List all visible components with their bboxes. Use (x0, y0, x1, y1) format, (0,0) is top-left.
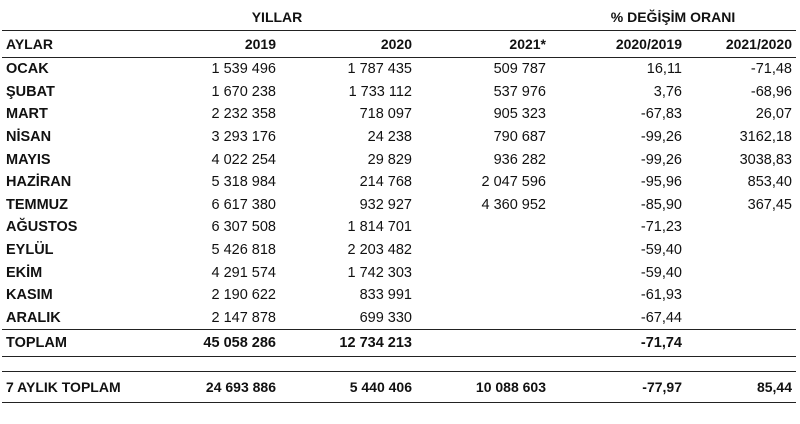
value-2020: 833 991 (359, 287, 412, 304)
value-2019: 3 293 176 (211, 129, 276, 146)
table-row (2, 239, 796, 262)
seven-month-total-label: 7 AYLIK TOPLAM (2, 372, 138, 403)
total-label: TOPLAM (2, 330, 138, 357)
value-2020: 932 927 (359, 196, 412, 213)
month-name: KASIM (6, 287, 53, 304)
seven-month-total-2021: 10 088 603 (416, 372, 550, 403)
seven-month-total-change-2020-2019: -77,97 (550, 372, 686, 403)
value-2020: 1 814 701 (347, 219, 412, 236)
month-name: MART (6, 106, 48, 123)
total-2021 (416, 330, 550, 357)
group-header-row (2, 4, 796, 31)
value-2021 (416, 261, 550, 284)
table-row (2, 81, 796, 104)
total-row (2, 330, 796, 357)
value-2021: 936 282 (493, 151, 546, 168)
change-2020-2019-column-header: 2020/2019 (550, 31, 686, 58)
change-2021-2020 (686, 307, 796, 330)
value-2021 (416, 239, 550, 262)
change-2020-2019: -85,90 (640, 196, 682, 213)
value-2020: 24 238 (367, 129, 412, 146)
change-2020-2019: 3,76 (653, 83, 682, 100)
value-2020: 214 768 (359, 174, 412, 191)
value-2021: 4 360 952 (481, 196, 546, 213)
table-row (2, 58, 796, 81)
value-2019: 1 670 238 (211, 83, 276, 100)
change-2020-2019: -67,83 (640, 106, 682, 123)
month-name: HAZİRAN (6, 174, 72, 191)
seven-month-total-change-2021-2020: 85,44 (686, 372, 796, 403)
year-2020-column-header: 2020 (280, 31, 416, 58)
value-2021: 790 687 (493, 129, 546, 146)
year-2021-column-header: 2021* (416, 31, 550, 58)
value-2020: 29 829 (367, 151, 412, 168)
value-2019: 4 291 574 (211, 264, 276, 281)
column-header-row (2, 31, 796, 58)
years-group-label: YILLAR (251, 9, 303, 25)
table-row (2, 126, 796, 149)
table-row (2, 194, 796, 217)
value-2021 (416, 307, 550, 330)
value-2021: 905 323 (493, 106, 546, 123)
value-2019: 2 190 622 (211, 287, 276, 304)
value-2019: 6 617 380 (211, 196, 276, 213)
table-row (2, 171, 796, 194)
change-2020-2019: -99,26 (640, 151, 682, 168)
change-2021-2020: 3162,18 (739, 129, 792, 146)
value-2020: 699 330 (359, 309, 412, 326)
month-name: OCAK (6, 61, 49, 78)
change-2020-2019: 16,11 (646, 61, 682, 78)
month-name: NİSAN (6, 129, 52, 146)
value-2019: 4 022 254 (211, 151, 276, 168)
change-2021-2020 (686, 239, 796, 262)
value-2021: 509 787 (493, 61, 546, 78)
value-2019: 1 539 496 (211, 61, 276, 78)
month-name: TEMMUZ (6, 196, 69, 213)
table-row (2, 148, 796, 171)
total-change-2020-2019: -71,74 (550, 330, 686, 357)
change-2021-2020: 3038,83 (739, 151, 792, 168)
value-2020: 718 097 (359, 106, 412, 123)
total-change-2021-2020 (686, 330, 796, 357)
value-2019: 6 307 508 (211, 219, 276, 236)
change-2020-2019: -59,40 (640, 264, 682, 281)
value-2020: 1 733 112 (348, 83, 412, 100)
table-row (2, 307, 796, 330)
table-row (2, 261, 796, 284)
value-2020: 1 742 303 (347, 264, 412, 281)
value-2019: 5 426 818 (211, 242, 276, 259)
value-2021 (416, 216, 550, 239)
total-2020: 12 734 213 (280, 330, 416, 357)
value-2021: 537 976 (493, 83, 546, 100)
month-name: EKİM (6, 264, 43, 281)
change-2021-2020 (686, 261, 796, 284)
seven-month-total-row (2, 372, 796, 403)
month-name: MAYIS (6, 151, 51, 168)
month-name: EYLÜL (6, 242, 54, 259)
value-2020: 1 787 435 (347, 61, 412, 78)
seven-month-total-2020: 5 440 406 (280, 372, 416, 403)
change-2020-2019: -61,93 (640, 287, 682, 304)
seven-month-total-2019: 24 693 886 (138, 372, 280, 403)
change-2021-2020: 853,40 (747, 174, 792, 191)
value-2019: 2 232 358 (211, 106, 276, 123)
value-2021: 2 047 596 (481, 174, 546, 191)
change-2020-2019: -71,23 (640, 219, 682, 236)
table-row (2, 103, 796, 126)
change-2021-2020-column-header: 2021/2020 (686, 31, 796, 58)
change-2020-2019: -95,96 (640, 174, 682, 191)
table-row (2, 284, 796, 307)
change-2020-2019: -59,40 (640, 242, 682, 259)
change-rate-group-label: % DEĞİŞİM ORANI (610, 9, 736, 25)
table-row (2, 216, 796, 239)
value-2021 (416, 284, 550, 307)
month-name: ARALIK (6, 309, 61, 326)
months-column-header: AYLAR (2, 31, 138, 58)
value-2019: 5 318 984 (211, 174, 276, 191)
change-2021-2020: -71,48 (750, 61, 792, 78)
change-2020-2019: -67,44 (640, 309, 682, 326)
change-2021-2020 (686, 284, 796, 307)
change-2020-2019: -99,26 (640, 129, 682, 146)
change-2021-2020: 367,45 (747, 196, 792, 213)
year-2019-column-header: 2019 (138, 31, 280, 58)
total-2019: 45 058 286 (138, 330, 280, 357)
monthly-statistics-table (2, 4, 796, 403)
change-2021-2020: -68,96 (750, 83, 792, 100)
value-2019: 2 147 878 (211, 309, 276, 326)
change-2021-2020: 26,07 (755, 106, 792, 123)
change-2021-2020 (686, 216, 796, 239)
month-name: AĞUSTOS (6, 219, 78, 236)
spacer-row (2, 357, 796, 372)
value-2020: 2 203 482 (347, 242, 412, 259)
month-name: ŞUBAT (6, 83, 55, 100)
